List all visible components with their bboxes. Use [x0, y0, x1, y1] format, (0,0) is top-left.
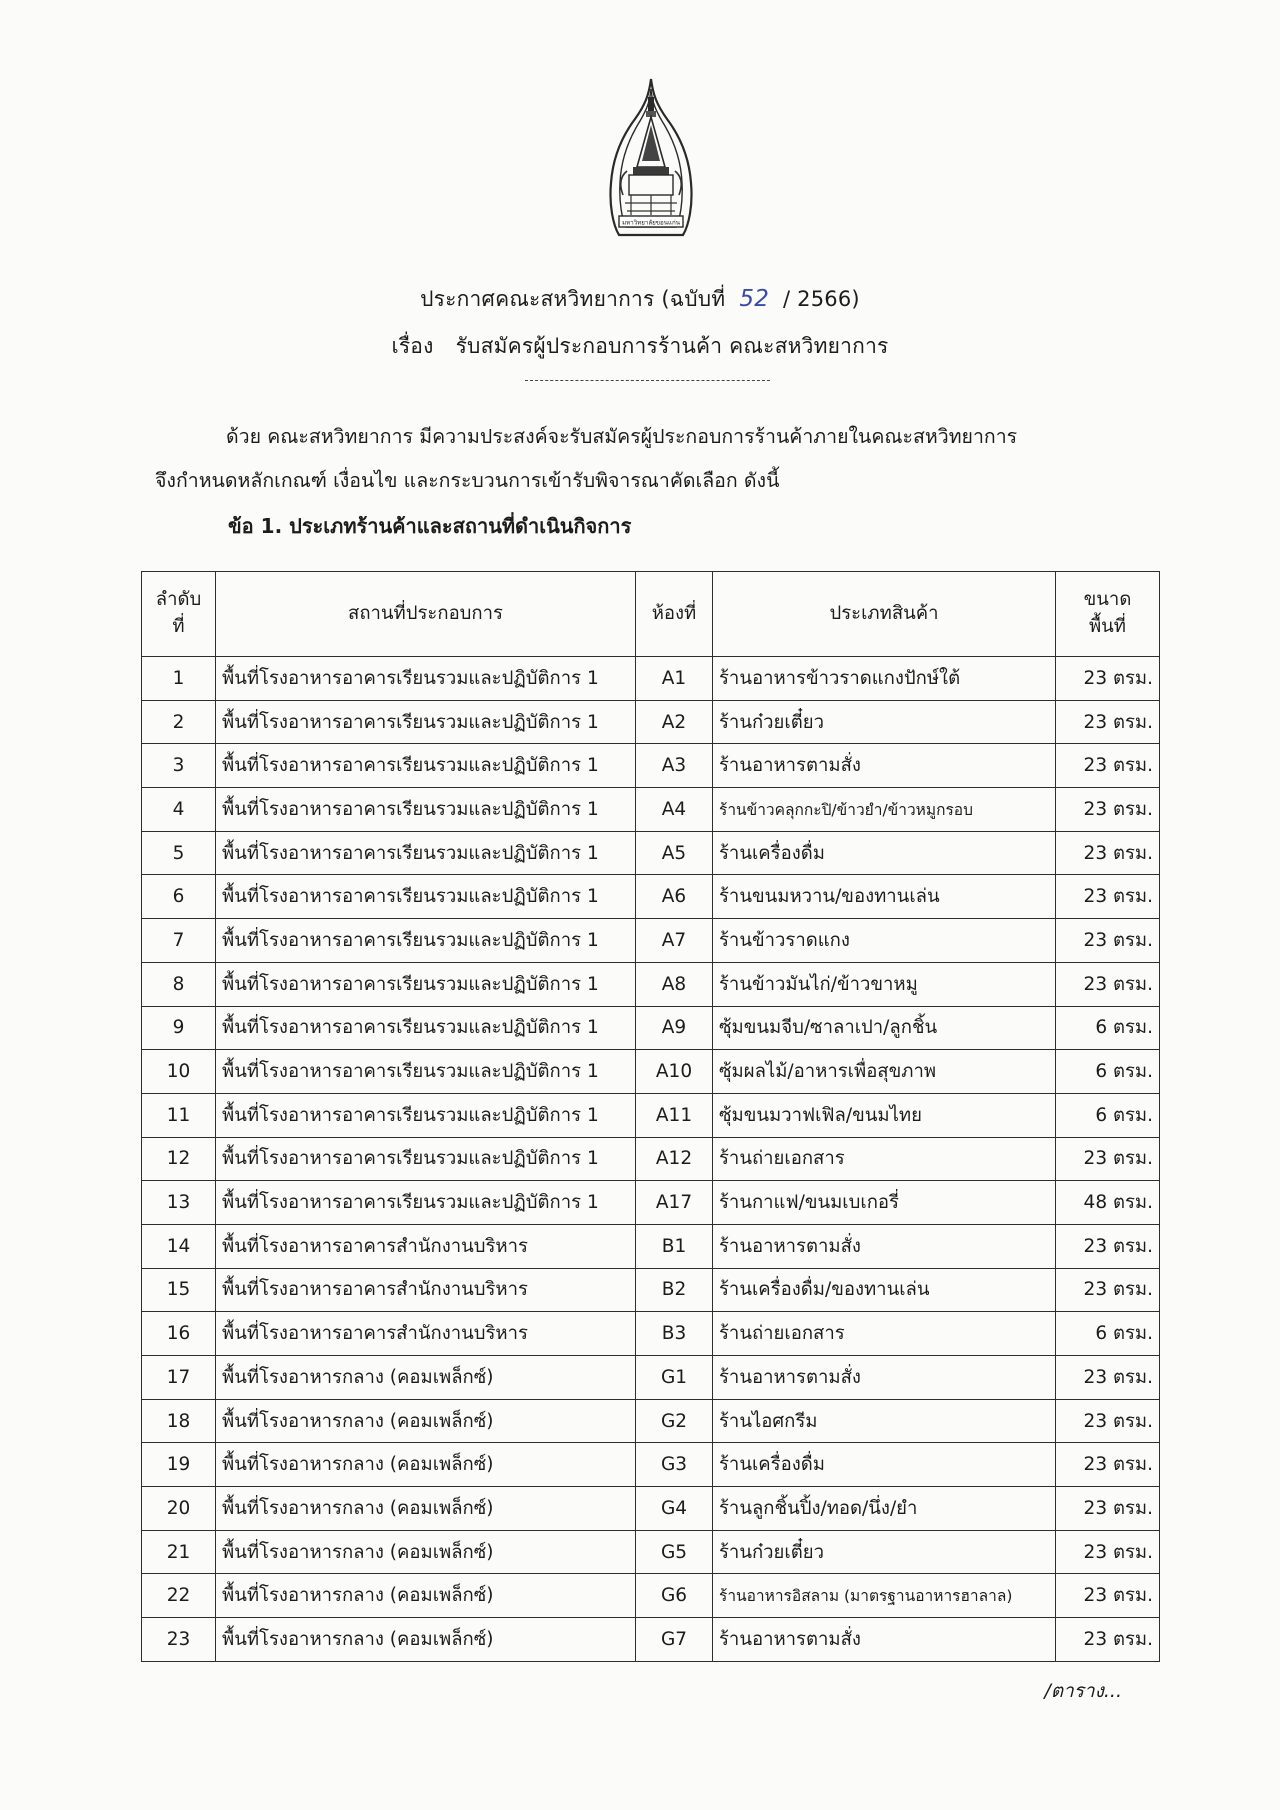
table-row: [142, 744, 1160, 788]
header-type: ประเภทสินค้า: [713, 572, 1056, 657]
table-row: [142, 1050, 1160, 1094]
row-location: พื้นที่โรงอาหารอาคารเรียนรวมและปฏิบัติการ 1: [216, 1006, 636, 1050]
table-header-row: [142, 572, 1160, 657]
row-index: 19: [142, 1443, 216, 1487]
table-row: [142, 788, 1160, 832]
row-area: 6 ตรม.: [1056, 1050, 1160, 1094]
title-prefix: ประกาศคณะสหวิทยาการ (ฉบับที่: [420, 287, 726, 311]
row-area: 23 ตรม.: [1056, 1268, 1160, 1312]
row-room: G4: [636, 1487, 713, 1531]
row-room: A9: [636, 1006, 713, 1050]
table-row: [142, 657, 1160, 701]
row-room: G1: [636, 1356, 713, 1400]
row-index: 23: [142, 1618, 216, 1662]
row-type: ร้านลูกชิ้นปิ้ง/ทอด/นึ่ง/ยำ: [713, 1487, 1056, 1531]
row-room: G3: [636, 1443, 713, 1487]
row-index: 12: [142, 1137, 216, 1181]
announcement-title: [0, 283, 1280, 316]
row-area: 23 ตรม.: [1056, 700, 1160, 744]
table-row: [142, 1356, 1160, 1400]
row-index: 10: [142, 1050, 216, 1094]
row-room: B1: [636, 1224, 713, 1268]
row-type: ร้านก๋วยเตี๋ยว: [713, 700, 1056, 744]
row-index: 13: [142, 1181, 216, 1225]
subject-text: รับสมัครผู้ประกอบการร้านค้า คณะสหวิทยาการ: [455, 334, 889, 358]
announcement-subject: [0, 330, 1280, 363]
row-area: 23 ตรม.: [1056, 1530, 1160, 1574]
table-row: [142, 1181, 1160, 1225]
row-room: A6: [636, 875, 713, 919]
row-room: A2: [636, 700, 713, 744]
row-index: 22: [142, 1574, 216, 1618]
row-location: พื้นที่โรงอาหารกลาง (คอมเพล็กซ์): [216, 1574, 636, 1618]
row-area: 6 ตรม.: [1056, 1006, 1160, 1050]
row-location: พื้นที่โรงอาหารอาคารเรียนรวมและปฏิบัติการ 1: [216, 962, 636, 1006]
row-location: พื้นที่โรงอาหารอาคารสำนักงานบริหาร: [216, 1268, 636, 1312]
table-row: [142, 1574, 1160, 1618]
row-room: A10: [636, 1050, 713, 1094]
row-location: พื้นที่โรงอาหารอาคารเรียนรวมและปฏิบัติการ 1: [216, 831, 636, 875]
row-room: A5: [636, 831, 713, 875]
row-room: A12: [636, 1137, 713, 1181]
row-location: พื้นที่โรงอาหารกลาง (คอมเพล็กซ์): [216, 1399, 636, 1443]
row-room: A1: [636, 657, 713, 701]
row-index: 8: [142, 962, 216, 1006]
row-type: ร้านถ่ายเอกสาร: [713, 1312, 1056, 1356]
row-index: 4: [142, 788, 216, 832]
row-room: A8: [636, 962, 713, 1006]
row-index: 20: [142, 1487, 216, 1531]
table-row: [142, 1312, 1160, 1356]
table-row: [142, 1006, 1160, 1050]
intro-line-1: ด้วย คณะสหวิทยาการ มีความประสงค์จะรับสมัครผู้ประกอบการร้านค้าภายในคณะสหวิทยาการ: [226, 425, 1018, 448]
header-location: สถานที่ประกอบการ: [216, 572, 636, 657]
table-row: [142, 1530, 1160, 1574]
row-type: ร้านเครื่องดื่ม: [713, 1443, 1056, 1487]
row-area: 23 ตรม.: [1056, 831, 1160, 875]
row-location: พื้นที่โรงอาหารอาคารเรียนรวมและปฏิบัติการ 1: [216, 1093, 636, 1137]
row-location: พื้นที่โรงอาหารอาคารเรียนรวมและปฏิบัติการ 1: [216, 700, 636, 744]
row-room: A7: [636, 919, 713, 963]
row-index: 18: [142, 1399, 216, 1443]
row-type: ร้านไอศกรีม: [713, 1399, 1056, 1443]
continued-marker: /ตาราง...: [1044, 1680, 1122, 1702]
row-index: 6: [142, 875, 216, 919]
table-row: [142, 1618, 1160, 1662]
logo-caption: มหาวิทยาลัยขอนแก่น: [622, 219, 680, 227]
row-area: 23 ตรม.: [1056, 1443, 1160, 1487]
row-area: 23 ตรม.: [1056, 962, 1160, 1006]
row-type: ร้านถ่ายเอกสาร: [713, 1137, 1056, 1181]
row-type: ร้านกาแฟ/ขนมเบเกอรี่: [713, 1181, 1056, 1225]
table-row: [142, 831, 1160, 875]
row-index: 2: [142, 700, 216, 744]
row-area: 23 ตรม.: [1056, 788, 1160, 832]
table-row: [142, 1487, 1160, 1531]
row-type: ซุ้มขนมวาฟเฟิล/ขนมไทย: [713, 1093, 1056, 1137]
section-heading: ข้อ 1. ประเภทร้านค้าและสถานที่ดำเนินกิจการ: [228, 514, 632, 538]
row-room: B2: [636, 1268, 713, 1312]
row-location: พื้นที่โรงอาหารกลาง (คอมเพล็กซ์): [216, 1618, 636, 1662]
subject-label: เรื่อง: [391, 334, 434, 358]
header-index: ลำดับ ที่: [142, 572, 216, 657]
row-area: 23 ตรม.: [1056, 744, 1160, 788]
row-room: A11: [636, 1093, 713, 1137]
table-row: [142, 1443, 1160, 1487]
row-area: 6 ตรม.: [1056, 1312, 1160, 1356]
table-row: [142, 919, 1160, 963]
table-row: [142, 1137, 1160, 1181]
row-type: ร้านข้าวมันไก่/ข้าวขาหมู: [713, 962, 1056, 1006]
announcement-number: 52: [739, 286, 770, 312]
row-type: ร้านเครื่องดื่ม/ของทานเล่น: [713, 1268, 1056, 1312]
row-index: 7: [142, 919, 216, 963]
row-index: 15: [142, 1268, 216, 1312]
row-location: พื้นที่โรงอาหารอาคารเรียนรวมและปฏิบัติการ 1: [216, 1137, 636, 1181]
row-type: ร้านอาหารตามสั่ง: [713, 1224, 1056, 1268]
row-room: A3: [636, 744, 713, 788]
row-type: ร้านอาหารตามสั่ง: [713, 1618, 1056, 1662]
row-index: 21: [142, 1530, 216, 1574]
title-suffix: / 2566): [783, 287, 860, 311]
row-location: พื้นที่โรงอาหารกลาง (คอมเพล็กซ์): [216, 1530, 636, 1574]
row-type: ร้านข้าวราดแกง: [713, 919, 1056, 963]
row-area: 23 ตรม.: [1056, 919, 1160, 963]
row-area: 23 ตรม.: [1056, 1137, 1160, 1181]
row-location: พื้นที่โรงอาหารอาคารสำนักงานบริหาร: [216, 1224, 636, 1268]
row-room: G6: [636, 1574, 713, 1618]
table-row: [142, 875, 1160, 919]
row-type: ซุ้มขนมจีบ/ซาลาเปา/ลูกชิ้น: [713, 1006, 1056, 1050]
row-location: พื้นที่โรงอาหารอาคารเรียนรวมและปฏิบัติการ 1: [216, 744, 636, 788]
row-location: พื้นที่โรงอาหารอาคารเรียนรวมและปฏิบัติการ 1: [216, 919, 636, 963]
header-room: ห้องที่: [636, 572, 713, 657]
table-row: [142, 1399, 1160, 1443]
row-location: พื้นที่โรงอาหารกลาง (คอมเพล็กซ์): [216, 1356, 636, 1400]
table-row: [142, 700, 1160, 744]
header-area: ขนาด พื้นที่: [1056, 572, 1160, 657]
university-emblem-icon: [605, 75, 697, 245]
row-type: ร้านอาหารตามสั่ง: [713, 744, 1056, 788]
row-type: ร้านขนมหวาน/ของทานเล่น: [713, 875, 1056, 919]
row-room: A4: [636, 788, 713, 832]
row-area: 48 ตรม.: [1056, 1181, 1160, 1225]
table-row: [142, 1224, 1160, 1268]
table-row: [142, 962, 1160, 1006]
row-type: ร้านอาหารอิสลาม (มาตรฐานอาหารฮาลาล): [713, 1574, 1056, 1618]
row-index: 14: [142, 1224, 216, 1268]
row-room: G7: [636, 1618, 713, 1662]
row-room: G2: [636, 1399, 713, 1443]
row-area: 23 ตรม.: [1056, 1618, 1160, 1662]
row-area: 6 ตรม.: [1056, 1093, 1160, 1137]
table-row: [142, 1093, 1160, 1137]
title-divider: [525, 380, 770, 381]
row-location: พื้นที่โรงอาหารอาคารเรียนรวมและปฏิบัติการ 1: [216, 875, 636, 919]
row-room: A17: [636, 1181, 713, 1225]
row-location: พื้นที่โรงอาหารอาคารเรียนรวมและปฏิบัติการ 1: [216, 788, 636, 832]
row-type: ร้านอาหารข้าวราดแกงปักษ์ใต้: [713, 657, 1056, 701]
row-area: 23 ตรม.: [1056, 1487, 1160, 1531]
row-area: 23 ตรม.: [1056, 1356, 1160, 1400]
row-index: 5: [142, 831, 216, 875]
row-area: 23 ตรม.: [1056, 1224, 1160, 1268]
shop-table: [141, 571, 1160, 1662]
row-index: 16: [142, 1312, 216, 1356]
row-index: 17: [142, 1356, 216, 1400]
row-index: 11: [142, 1093, 216, 1137]
row-location: พื้นที่โรงอาหารอาคารเรียนรวมและปฏิบัติการ 1: [216, 657, 636, 701]
row-index: 9: [142, 1006, 216, 1050]
row-type: ซุ้มผลไม้/อาหารเพื่อสุขภาพ: [713, 1050, 1056, 1094]
row-area: 23 ตรม.: [1056, 1399, 1160, 1443]
table-row: [142, 1268, 1160, 1312]
row-room: G5: [636, 1530, 713, 1574]
row-type: ร้านเครื่องดื่ม: [713, 831, 1056, 875]
row-location: พื้นที่โรงอาหารกลาง (คอมเพล็กซ์): [216, 1443, 636, 1487]
row-index: 3: [142, 744, 216, 788]
intro-line-2: จึงกำหนดหลักเกณฑ์ เงื่อนไข และกระบวนการเข้ารับพิจารณาคัดเลือก ดังนี้: [155, 469, 780, 492]
row-location: พื้นที่โรงอาหารกลาง (คอมเพล็กซ์): [216, 1487, 636, 1531]
row-area: 23 ตรม.: [1056, 1574, 1160, 1618]
row-area: 23 ตรม.: [1056, 657, 1160, 701]
row-type: ร้านอาหารตามสั่ง: [713, 1356, 1056, 1400]
row-location: พื้นที่โรงอาหารอาคารสำนักงานบริหาร: [216, 1312, 636, 1356]
row-area: 23 ตรม.: [1056, 875, 1160, 919]
row-room: B3: [636, 1312, 713, 1356]
row-location: พื้นที่โรงอาหารอาคารเรียนรวมและปฏิบัติการ 1: [216, 1181, 636, 1225]
row-index: 1: [142, 657, 216, 701]
row-type: ร้านก๋วยเตี๋ยว: [713, 1530, 1056, 1574]
row-type: ร้านข้าวคลุกกะปิ/ข้าวยำ/ข้าวหมูกรอบ: [713, 788, 1056, 832]
table-body: [142, 657, 1160, 1662]
row-location: พื้นที่โรงอาหารอาคารเรียนรวมและปฏิบัติการ 1: [216, 1050, 636, 1094]
